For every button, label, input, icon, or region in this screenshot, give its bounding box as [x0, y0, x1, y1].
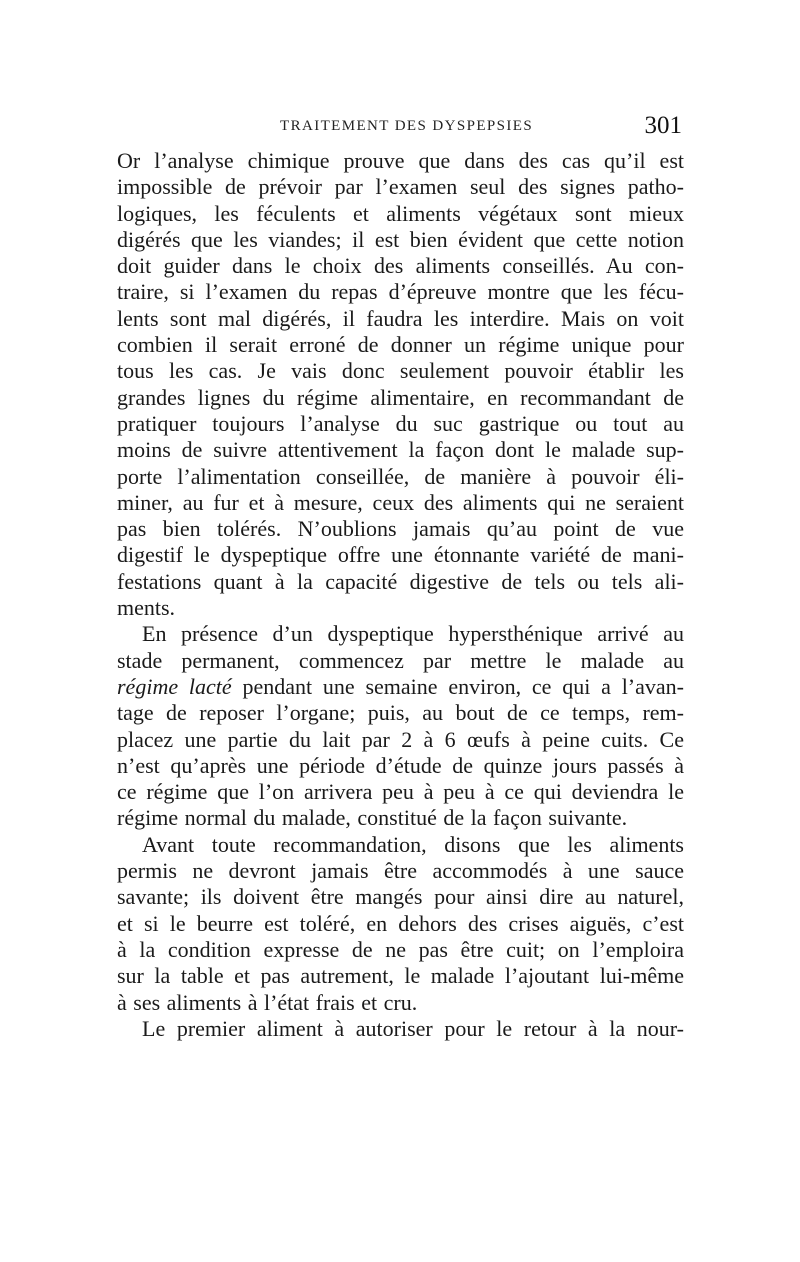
text-line: lents sont mal digérés, il faudra les interdire. Mais on voit [117, 305, 684, 331]
text-line: permis ne devront jamais être accommodés à une sauce [117, 858, 684, 884]
text-line: moins de suivre attentivement la façon dont le malade sup- [117, 437, 684, 463]
text-line: doit guider dans le choix des aliments conseillés. Au con- [117, 253, 684, 279]
text-line: Avant toute recommandation, disons que les aliments [142, 831, 684, 857]
text-line: ments. [117, 595, 176, 621]
running-title: TRAITEMENT DES DYSPEPSIES [280, 118, 534, 134]
text-line: combien il serait erroné de donner un régime unique pour [117, 332, 684, 358]
text-line: stade permanent, commencez par mettre le malade au [117, 647, 684, 673]
text-line: digestif le dyspeptique offre une étonnante variété de mani- [117, 542, 684, 568]
text-line: n’est qu’après une période d’étude de quinze jours passés à [117, 752, 684, 778]
italic-term: régime lacté [117, 673, 232, 699]
text-line: et si le beurre est toléré, en dehors des crises aiguës, c’est [117, 910, 684, 936]
text-line: savante; ils doivent être mangés pour ainsi dire au naturel, [117, 884, 684, 910]
line-rest: pendant une semaine environ, ce qui a l’avan- [231, 673, 684, 699]
text-line: Or l’analyse chimique prouve que dans des cas qu’il est [117, 148, 684, 173]
page-number: 301 [644, 112, 682, 139]
paragraph [117, 1016, 684, 1042]
text-line: festations quant à la capacité digestive de tels ou tels ali- [117, 568, 684, 594]
text-line: sur la table et pas autrement, le malade l’ajoutant lui-même [117, 963, 684, 989]
paragraph [117, 621, 684, 831]
paragraph [117, 148, 684, 621]
text-line: placez une partie du lait par 2 à 6 œufs à peine cuits. Ce [117, 726, 684, 752]
text-line: Le premier aliment à autoriser pour le retour à la nour- [142, 1015, 684, 1041]
text-line: miner, au fur et à mesure, ceux des aliments qui ne seraient [117, 489, 684, 515]
text-line: digérés que les viandes; il est bien évident que cette notion [117, 226, 684, 252]
paragraph [117, 832, 684, 1016]
text-line: pratiquer toujours l’analyse du suc gastrique ou tout au [117, 410, 684, 436]
text-line: En présence d’un dyspeptique hypersthénique arrivé au [142, 621, 684, 647]
text-line: régime normal du malade, constitué de la façon suivante. [117, 805, 628, 831]
text-line: grandes lignes du régime alimentaire, en recommandant de [117, 384, 684, 410]
text-line: tous les cas. Je vais donc seulement pouvoir établir les [117, 358, 684, 384]
text-line: impossible de prévoir par l’examen seul des signes patho- [117, 174, 684, 200]
text-line: traire, si l’examen du repas d’épreuve montre que les fécu- [117, 279, 684, 305]
text-line: pas bien tolérés. N’oublions jamais qu’au point de vue [117, 516, 684, 542]
text-line: porte l’alimentation conseillée, de manière à pouvoir éli- [117, 463, 684, 489]
page-header [120, 112, 684, 142]
body-text [117, 148, 684, 1042]
text-line: logiques, les féculents et aliments végétaux sont mieux [117, 200, 684, 226]
text-line: ce régime que l’on arrivera peu à peu à ce qui deviendra le [117, 779, 684, 805]
text-line [117, 674, 684, 700]
text-line: à ses aliments à l’état frais et cru. [117, 989, 418, 1015]
text-line: tage de reposer l’organe; puis, au bout de ce temps, rem- [117, 700, 684, 726]
text-line: à la condition expresse de ne pas être cuit; on l’emploira [117, 936, 684, 962]
